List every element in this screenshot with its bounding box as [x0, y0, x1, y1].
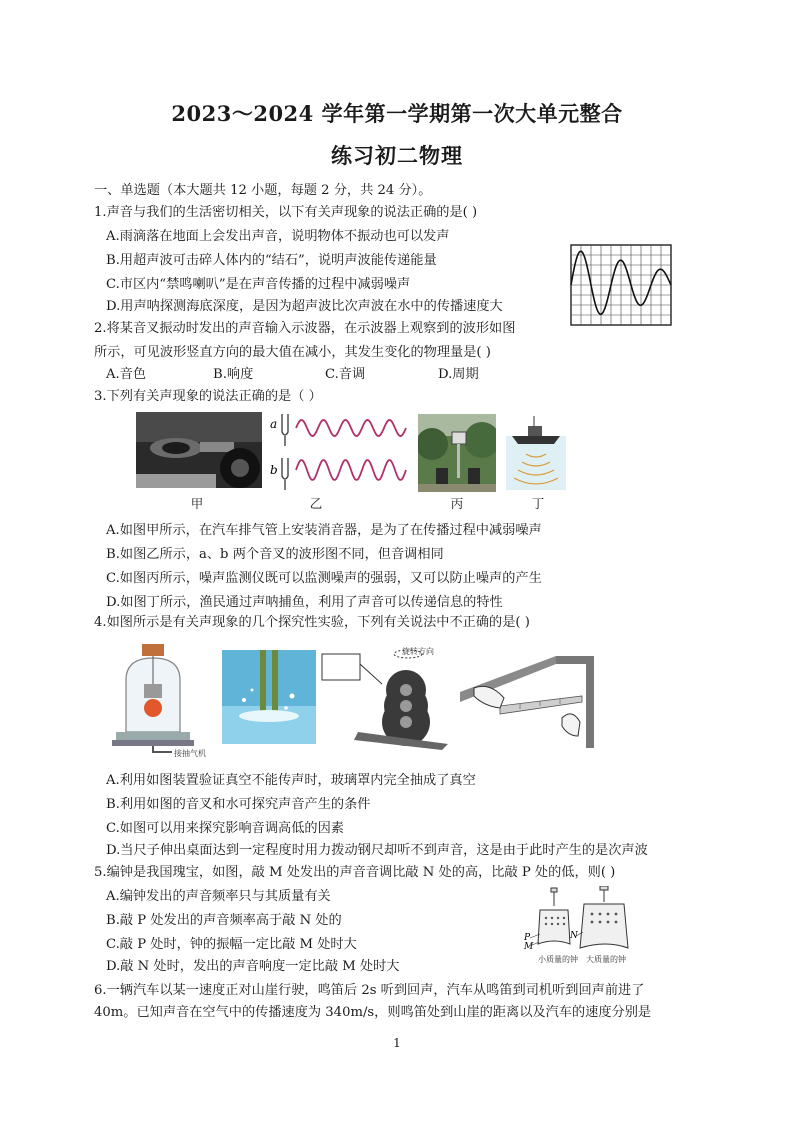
question-6-line2: 40m。已知声音在空气中的传播速度为 340m/s，则鸣笛处到山崖的距离以及汽车的速度分别是 — [94, 1005, 652, 1020]
figure-caption-ding: 丁 — [531, 496, 545, 511]
page-number: 1 — [393, 1036, 401, 1050]
question-5-option-c: C.敲 P 处时，钟的振幅一定比敲 M 处时大 — [106, 937, 357, 952]
question-4-stem: 4.如图所示是有关声现象的几个探究性实验，下列有关说法中不正确的是( ) — [94, 615, 530, 630]
question-2-stem-line1: 2.将某音叉振动时发出的声音输入示波器，在示波器上观察到的波形如图 — [94, 321, 516, 336]
car-exhaust-photo — [136, 412, 262, 488]
tuning-fork-waveforms — [268, 412, 408, 492]
bell-jar-vacuum-figure — [112, 640, 222, 758]
noise-monitor-photo — [418, 414, 496, 492]
gear-card-pitch-figure — [318, 644, 458, 752]
question-1-option-c: C.市区内“禁鸣喇叭”是在声音传播的过程中减弱噪声 — [106, 277, 411, 292]
question-1-stem: 1.声音与我们的生活密切相关，以下有关声现象的说法正确的是( ) — [94, 205, 478, 220]
pump-label: 接抽气机 — [174, 749, 206, 758]
question-4-option-a: A.利用如图装置验证真空不能传声时，玻璃罩内完全抽成了真空 — [106, 773, 476, 788]
sonar-fishing-figure — [506, 414, 566, 490]
label-m: M — [524, 942, 534, 952]
question-5-option-a: A.编钟发出的声音频率只与其质量有关 — [106, 889, 331, 904]
question-2-option-d: D.周期 — [438, 367, 479, 382]
question-2-option-c: C.音调 — [325, 367, 366, 382]
oscilloscope-waveform-figure — [570, 244, 672, 326]
question-3-option-a: A.如图甲所示，在汽车排气管上安装消音器，是为了在传播过程中减弱噪声 — [106, 523, 542, 538]
page-title-line2: 练习初二物理 — [331, 143, 463, 168]
question-3-option-b: B.如图乙所示，a、b 两个音叉的波形图不同，但音调相同 — [106, 547, 444, 562]
ruler-table-figure — [460, 652, 594, 748]
label-p: P — [524, 933, 531, 943]
question-5-option-b: B.敲 P 处发出的声音频率高于敲 N 处的 — [106, 913, 342, 928]
rotation-label: 旋转方向 — [402, 647, 434, 656]
section-heading: 一、单选题（本大题共 12 小题，每题 2 分，共 24 分）。 — [94, 183, 432, 198]
question-5-stem: 5.编钟是我国瑰宝，如图，敲 M 处发出的声音音调比敲 N 处的高，比敲 P 处的低，则( ) — [94, 865, 616, 880]
figure-caption-bing: 丙 — [450, 496, 464, 511]
question-4-option-d: D.当尺子伸出桌面达到一定程度时用力拨动钢尺却听不到声音，这是由于此时产生的是次声波 — [106, 843, 648, 858]
small-bell-label: 小质量的钟 — [538, 955, 578, 964]
question-3-option-c: C.如图丙所示，噪声监测仪既可以监测噪声的强弱，又可以防止噪声的产生 — [106, 571, 542, 586]
question-3-stem: 3.下列有关声现象的说法正确的是（ ） — [94, 389, 322, 404]
page-title-line1: 2023～2024 学年第一学期第一次大单元整合 — [171, 101, 623, 126]
big-bell-label: 大质量的钟 — [586, 955, 626, 964]
figure-caption-yi: 乙 — [309, 496, 323, 511]
question-1-option-b: B.用超声波可击碎人体内的“结石”，说明声波能传递能量 — [106, 253, 437, 268]
question-2-stem-line2: 所示，可见波形竖直方向的最大值在减小，其发生变化的物理量是( ) — [94, 345, 491, 360]
question-4-option-b: B.利用如图的音叉和水可探究声音产生的条件 — [106, 797, 371, 812]
question-4-option-c: C.如图可以用来探究影响音调高低的因素 — [106, 821, 344, 836]
figure-caption-jia: 甲 — [190, 496, 204, 511]
label-n: N — [570, 931, 578, 941]
label-b: b — [270, 463, 278, 477]
tuning-fork-water-photo — [222, 650, 316, 744]
question-6-line1: 6.一辆汽车以某一速度正对山崖行驶，鸣笛后 2s 听到回声，汽车从鸣笛到司机听到回声前进了 — [94, 983, 645, 998]
label-a: a — [270, 417, 278, 431]
question-1-option-a: A.雨滴落在地面上会发出声音，说明物体不振动也可以发声 — [106, 229, 450, 244]
question-1-option-d: D.用声呐探测海底深度，是因为超声波比次声波在水中的传播速度大 — [106, 299, 503, 314]
question-5-option-d: D.敲 N 处时，发出的声音响度一定比敲 M 处时大 — [106, 959, 400, 974]
bianzhong-bells-figure — [520, 886, 650, 968]
question-2-option-b: B.响度 — [213, 367, 254, 382]
question-2-option-a: A.音色 — [106, 367, 147, 382]
question-3-option-d: D.如图丁所示，渔民通过声呐捕鱼，利用了声音可以传递信息的特性 — [106, 595, 503, 610]
